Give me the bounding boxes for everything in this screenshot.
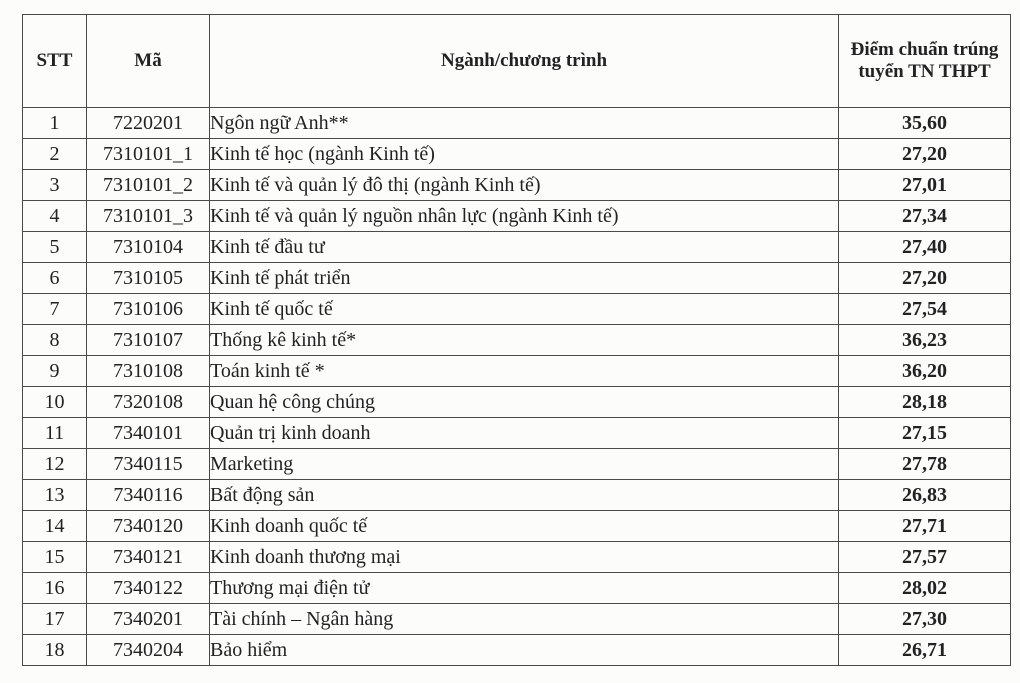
cell-nganh: Kinh tế phát triển (210, 263, 839, 294)
header-nganh: Ngành/chương trình (210, 15, 839, 108)
cell-nganh: Kinh doanh thương mại (210, 542, 839, 573)
cell-ma: 7310107 (87, 325, 210, 356)
cell-diem: 27,34 (839, 201, 1011, 232)
table-row (23, 480, 1011, 511)
cell-nganh: Bất động sản (210, 480, 839, 511)
cell-nganh: Kinh tế đầu tư (210, 232, 839, 263)
cell-nganh: Kinh tế và quản lý đô thị (ngành Kinh tế) (210, 170, 839, 201)
cell-stt: 16 (23, 573, 87, 604)
table-row (23, 263, 1011, 294)
table-row (23, 170, 1011, 201)
cell-diem: 26,83 (839, 480, 1011, 511)
cell-diem: 28,02 (839, 573, 1011, 604)
cell-stt: 5 (23, 232, 87, 263)
cell-diem: 36,23 (839, 325, 1011, 356)
cell-ma: 7310101_3 (87, 201, 210, 232)
cell-diem: 27,01 (839, 170, 1011, 201)
cell-stt: 17 (23, 604, 87, 635)
table-row (23, 356, 1011, 387)
cell-diem: 27,20 (839, 139, 1011, 170)
cell-ma: 7220201 (87, 108, 210, 139)
cell-ma: 7340121 (87, 542, 210, 573)
cell-stt: 15 (23, 542, 87, 573)
cell-nganh: Tài chính – Ngân hàng (210, 604, 839, 635)
cell-nganh: Toán kinh tế * (210, 356, 839, 387)
cell-stt: 8 (23, 325, 87, 356)
cell-stt: 7 (23, 294, 87, 325)
table-row (23, 418, 1011, 449)
table-row (23, 511, 1011, 542)
cell-ma: 7310106 (87, 294, 210, 325)
cell-stt: 11 (23, 418, 87, 449)
cell-nganh: Thương mại điện tử (210, 573, 839, 604)
cell-nganh: Quan hệ công chúng (210, 387, 839, 418)
admission-scores-table (22, 14, 1011, 666)
cell-stt: 6 (23, 263, 87, 294)
cell-stt: 9 (23, 356, 87, 387)
header-row (23, 15, 1011, 108)
cell-ma: 7340115 (87, 449, 210, 480)
cell-diem: 27,20 (839, 263, 1011, 294)
cell-stt: 18 (23, 635, 87, 666)
table-row (23, 387, 1011, 418)
table-row (23, 635, 1011, 666)
cell-ma: 7310108 (87, 356, 210, 387)
table-row (23, 325, 1011, 356)
table-row (23, 542, 1011, 573)
cell-ma: 7340204 (87, 635, 210, 666)
cell-stt: 1 (23, 108, 87, 139)
cell-diem: 27,57 (839, 542, 1011, 573)
cell-diem: 27,30 (839, 604, 1011, 635)
cell-stt: 12 (23, 449, 87, 480)
table-row (23, 294, 1011, 325)
cell-diem: 26,71 (839, 635, 1011, 666)
cell-ma: 7310101_2 (87, 170, 210, 201)
table-row (23, 201, 1011, 232)
cell-ma: 7320108 (87, 387, 210, 418)
cell-nganh: Kinh tế học (ngành Kinh tế) (210, 139, 839, 170)
cell-nganh: Ngôn ngữ Anh** (210, 108, 839, 139)
cell-diem: 28,18 (839, 387, 1011, 418)
table-row (23, 108, 1011, 139)
cell-nganh: Marketing (210, 449, 839, 480)
cell-ma: 7340201 (87, 604, 210, 635)
cell-diem: 27,54 (839, 294, 1011, 325)
table-row (23, 573, 1011, 604)
cell-ma: 7310104 (87, 232, 210, 263)
cell-diem: 27,40 (839, 232, 1011, 263)
cell-ma: 7310101_1 (87, 139, 210, 170)
cell-ma: 7310105 (87, 263, 210, 294)
cell-diem: 35,60 (839, 108, 1011, 139)
cell-diem: 36,20 (839, 356, 1011, 387)
cell-diem: 27,78 (839, 449, 1011, 480)
cell-ma: 7340101 (87, 418, 210, 449)
table-row (23, 604, 1011, 635)
cell-nganh: Kinh tế và quản lý nguồn nhân lực (ngành Kinh tế) (210, 201, 839, 232)
cell-nganh: Bảo hiểm (210, 635, 839, 666)
cell-nganh: Kinh doanh quốc tế (210, 511, 839, 542)
cell-stt: 3 (23, 170, 87, 201)
cell-stt: 4 (23, 201, 87, 232)
header-diem: Điểm chuẩn trúng tuyển TN THPT (839, 15, 1011, 108)
cell-nganh: Kinh tế quốc tế (210, 294, 839, 325)
table-row (23, 449, 1011, 480)
cell-diem: 27,15 (839, 418, 1011, 449)
cell-stt: 14 (23, 511, 87, 542)
cell-ma: 7340122 (87, 573, 210, 604)
table-row (23, 232, 1011, 263)
cell-stt: 10 (23, 387, 87, 418)
cell-ma: 7340120 (87, 511, 210, 542)
header-ma: Mã (87, 15, 210, 108)
table-row (23, 139, 1011, 170)
header-stt: STT (23, 15, 87, 108)
cell-stt: 13 (23, 480, 87, 511)
cell-stt: 2 (23, 139, 87, 170)
cell-ma: 7340116 (87, 480, 210, 511)
cell-diem: 27,71 (839, 511, 1011, 542)
cell-nganh: Quản trị kinh doanh (210, 418, 839, 449)
cell-nganh: Thống kê kinh tế* (210, 325, 839, 356)
